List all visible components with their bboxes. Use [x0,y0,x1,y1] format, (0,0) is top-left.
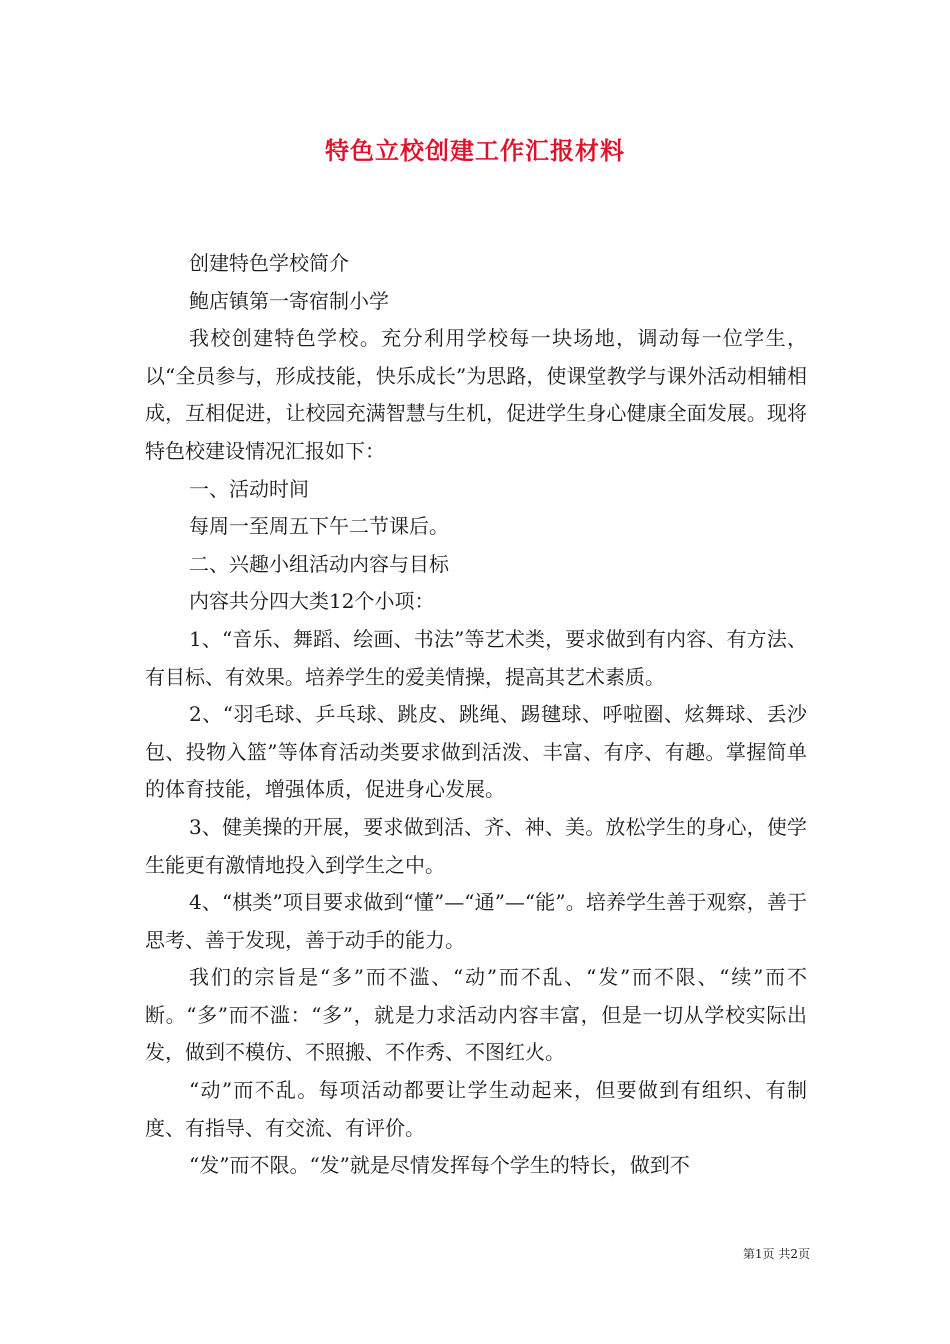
paragraph-activity-time: 每周一至周五下午二节课后。 [189,514,449,539]
paragraph-item-3: 3、健美操的开展，要求做到活、齐、神、美。放松学生的身心，使学生能更有激情地投入到学生之中。 [145,814,807,877]
paragraph-item-2: 2、“羽毛球、乒乓球、跳皮、跳绳、踢毽球、呼啦圈、炫舞球、丢沙包、投物入篮”等体育活动类要求做到活泼、丰富、有序、有趣。掌握简单的体育技能，增强体质，促进身心发展。 [145,702,807,802]
paragraph-content-summary: 内容共分四大类12个小项： [189,589,435,614]
paragraph-intro-heading: 创建特色学校简介 [189,251,349,275]
paragraph-item-4: 4、“棋类”项目要求做到“懂”—“通”—“能”。培养学生善于观察，善于思考、善于发现，善于动手的能力。 [145,890,807,952]
paragraph-item-1: 1、“音乐、舞蹈、绘画、书法”等艺术类，要求做到有内容、有方法、有目标、有效果。培养学生的爱美情操，提高其艺术素质。 [145,626,807,689]
paragraph-purpose: 我们的宗旨是“多”而不滥、“动”而不乱、“发”而不限、“续”而不断。“多”而不滥：“多”，就是力求活动内容丰富，但是一切从学校实际出发，做到不模仿、不照搬、不作秀、不图红火。 [145,965,807,1065]
paragraph-overview: 我校创建特色学校。充分利用学校每一块场地，调动每一位学生，以“全员参与，形成技能，快乐成长”为思路，使课堂教学与课外活动相辅相成，互相促进，让校园充满智慧与生机，促进学生身心健康全面发展。现将特色校建设情况汇报如下： [145,326,807,463]
document-body [145,245,807,1185]
paragraph-fa: “发”而不限。“发”就是尽情发挥每个学生的特长，做到不 [189,1153,690,1178]
paragraph-section-2-heading: 二、兴趣小组活动内容与目标 [189,551,449,576]
paragraph-dong: “动”而不乱。每项活动都要让学生动起来，但要做到有组织、有制度、有指导、有交流、有评价。 [145,1078,807,1140]
paragraph-school-name: 鲍店镇第一寄宿制小学 [189,288,389,313]
document-title: 特色立校创建工作汇报材料 [325,137,625,165]
paragraph-section-1-heading: 一、活动时间 [189,476,309,501]
page-number: 第1页 共2页 [742,1247,810,1261]
